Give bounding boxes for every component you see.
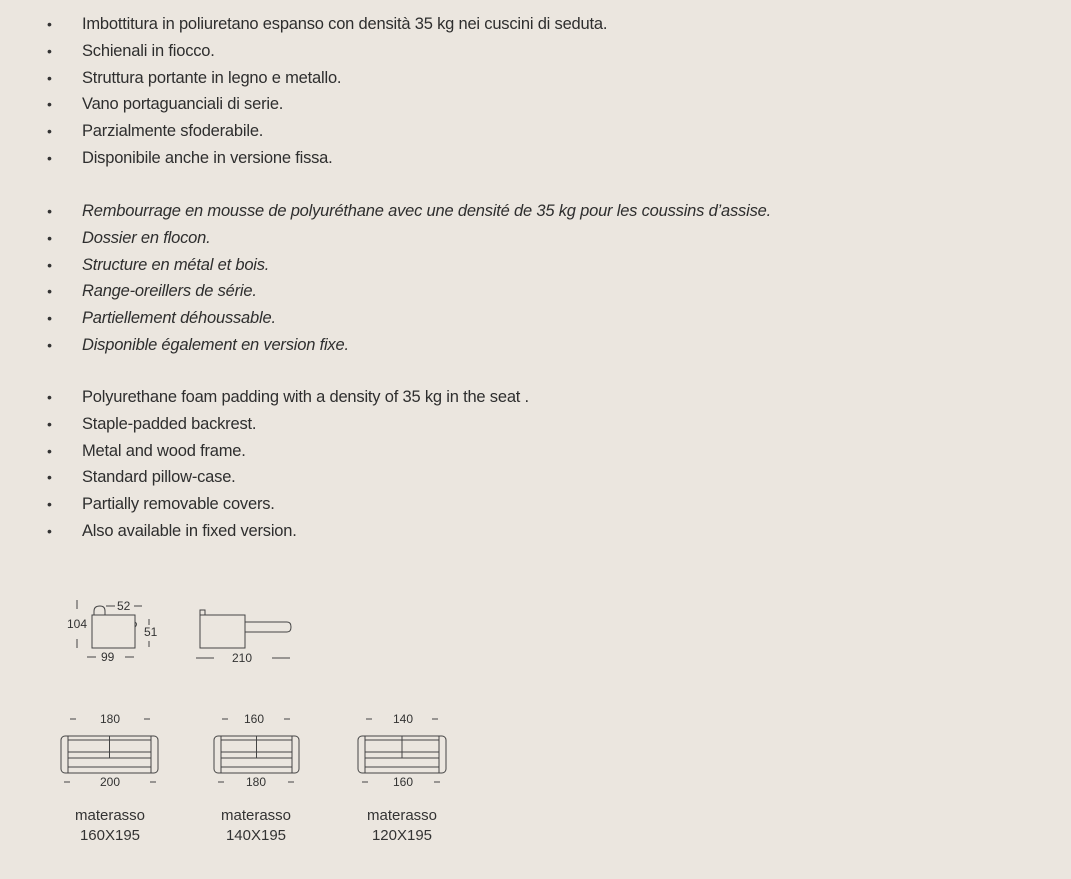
features-french xyxy=(0,198,771,359)
height-label: 104 xyxy=(67,617,88,631)
list-item: • Struttura portante in legno e metallo. xyxy=(0,65,607,92)
caption-line: materasso xyxy=(74,807,146,824)
mattress-size: 160X195 xyxy=(79,827,141,844)
list-item: • Dossier en flocon. xyxy=(0,225,771,252)
list-item: • Rembourrage en mousse de polyuréthane avec une densité de 35 kg pour les coussins d’assise. xyxy=(0,198,771,225)
inner-width-label: 180 xyxy=(100,712,121,726)
features-english xyxy=(0,384,529,545)
outer-width-label: 180 xyxy=(246,775,267,789)
list-item: • Schienali in fiocco. xyxy=(0,38,607,65)
list-item: • Vano portaguanciali di serie. xyxy=(0,91,607,118)
outer-width-label: 200 xyxy=(100,775,121,789)
seat-depth-label: 52 xyxy=(117,599,131,613)
outer-width-label: 160 xyxy=(393,775,414,789)
mattress-size: 140X195 xyxy=(225,827,287,844)
seat-height-label: 51 xyxy=(144,625,158,639)
mattress-caption xyxy=(342,806,462,846)
list-item: • Structure en métal et bois. xyxy=(0,252,771,279)
list-item: • Partially removable covers. xyxy=(0,491,529,518)
caption-line: materasso xyxy=(220,807,292,824)
list-item: • Polyurethane foam padding with a density of 35 kg in the seat . xyxy=(0,384,529,411)
list-item: • Standard pillow-case. xyxy=(0,464,529,491)
inner-width-label: 160 xyxy=(244,712,265,726)
sofa-diagram xyxy=(352,708,452,798)
mattress-caption xyxy=(50,806,170,846)
open-bed-diagram xyxy=(190,605,300,675)
list-item: • Range-oreillers de série. xyxy=(0,278,771,305)
list-item: • Metal and wood frame. xyxy=(0,438,529,465)
list-item: • Parzialmente sfoderabile. xyxy=(0,118,607,145)
list-item: • Staple-padded backrest. xyxy=(0,411,529,438)
mattress-caption xyxy=(196,806,316,846)
list-item: • Also available in fixed version. xyxy=(0,518,529,545)
list-item: • Partiellement déhoussable. xyxy=(0,305,771,332)
mattress-size: 120X195 xyxy=(371,827,433,844)
depth-label: 99 xyxy=(101,650,115,664)
sofa-diagram xyxy=(208,708,308,798)
length-label: 210 xyxy=(232,651,253,665)
list-item: • Disponibile anche in versione fissa. xyxy=(0,145,607,172)
list-item: • Imbottitura in poliuretano espanso con densità 35 kg nei cuscini di seduta. xyxy=(0,11,607,38)
caption-line: materasso xyxy=(366,807,438,824)
side-view-diagram xyxy=(60,595,170,675)
features-italian xyxy=(0,11,607,172)
list-item: • Disponible également en version fixe. xyxy=(0,332,771,359)
inner-width-label: 140 xyxy=(393,712,414,726)
sofa-diagram xyxy=(55,708,170,798)
